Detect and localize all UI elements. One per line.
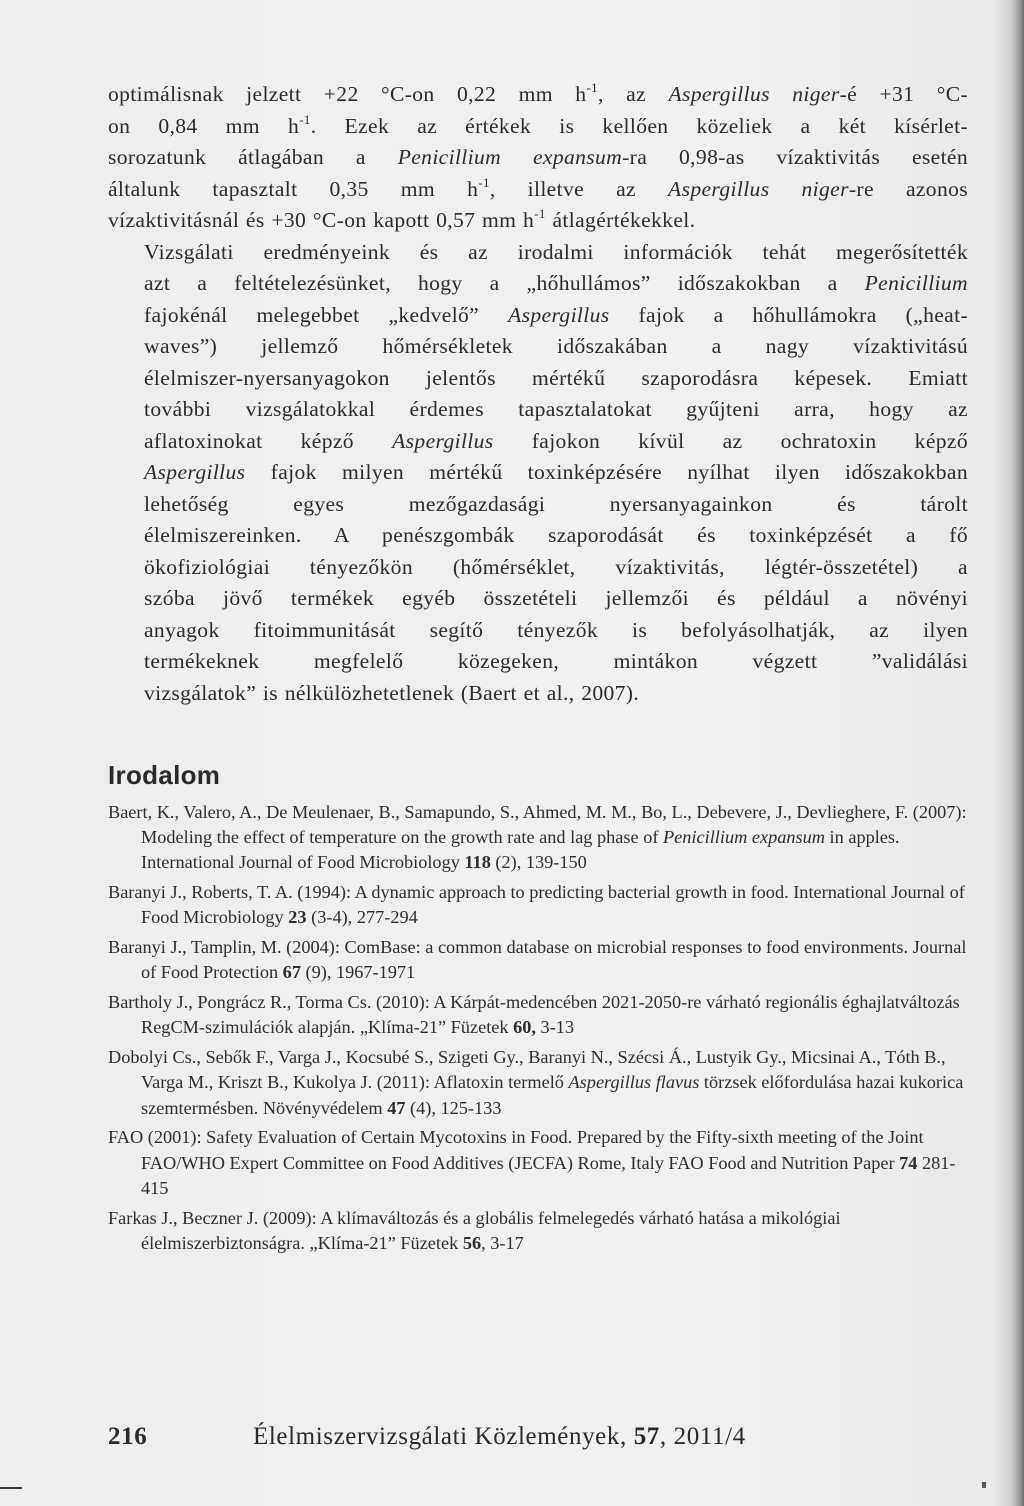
text-line: vizsgálatok” is nélkülözhetetlenek (Baert et al., 2007). bbox=[144, 680, 640, 705]
text-line: sorozatunk átlagában a Penicillium expansum-ra 0,98-as vízaktivitás esetén bbox=[108, 145, 969, 169]
reference-item: Farkas J., Beczner J. (2009): A klímaváltozás és a globális felmelegedés várható hatása a mikológiai élelmiszerbiztonságra. „Klíma-21” Füzetek 56, 3-17 bbox=[108, 1207, 841, 1253]
text-line: további vizsgálatokkal érdemes tapasztalatokat gyűjteni arra, hogy az bbox=[144, 397, 968, 421]
text-line: termékeknek megfelelő közegeken, mintákon végzett ”validálási bbox=[144, 649, 968, 673]
journal-title: Élelmiszervizsgálati Közlemények, 57, 2011/4 bbox=[253, 1423, 746, 1450]
page-number: 216 bbox=[108, 1423, 148, 1450]
reference-item: Bartholy J., Pongrácz R., Torma Cs. (2010): A Kárpát-medencében 2021-2050-re várható regionális éghajlatváltozás RegCM-szimulációk alapján. „Klíma-21” Füzetek 60, 3-13 bbox=[108, 992, 960, 1038]
text-line: optimálisnak jelzett +22 °C-on 0,22 mm $h^{-1}$, az Aspergillus niger-é +31 °C- bbox=[108, 80, 969, 106]
reference-item: Baranyi J., Tamplin, M. (2004): ComBase: a common database on microbial responses to food environments. Journal of Food Protection 67 (9), 1967-1971 bbox=[108, 937, 967, 983]
section-heading: Irodalom bbox=[108, 760, 221, 790]
reference-item: Baranyi J., Roberts, T. A. (1994): A dynamic approach to predicting bacterial growth in food. International Journal of Food Microbiology 23 (3-4), 277-294 bbox=[108, 882, 965, 928]
text-line: általunk tapasztalt 0,35 mm $h^{-1}$, illetve az Aspergillus niger-re azonos bbox=[108, 174, 969, 201]
reference-item: Baert, K., Valero, A., De Meulenaer, B., Samapundo, S., Ahmed, M. M., Bo, L., Debevere, J., Devlieghere, F. (2007): Modeling the effect of temperature on the growth rate and lag phase of Penicillium expansum in apples. International Journal of Food Microbiology 118 (2), 139-150 bbox=[108, 802, 967, 873]
text-line: on 0,84 mm $h^{-1}$. Ezek az értékek is kellően közeliek a két kísérlet- bbox=[108, 111, 968, 138]
reference-item: FAO (2001): Safety Evaluation of Certain Mycotoxins in Food. Prepared by the Fifty-sixth meeting of the Joint FAO/WHO Expert Committee on Food Additives (JECFA) Rome, Italy FAO Food and Nutrition Paper 74 281-415 bbox=[108, 1127, 956, 1198]
crop-mark bbox=[0, 1487, 22, 1489]
text-line: fajokénál melegebbet „kedvelő” Aspergillus fajok a hőhullámokra („heat- bbox=[144, 302, 968, 327]
text-line: élelmiszereinken. A penészgombák szaporodását és toxinképzését a fő bbox=[144, 523, 968, 547]
text-line: szóba jövő termékek egyéb összetételi jellemzői és például a növényi bbox=[144, 586, 968, 610]
text-line: azt a feltételezésünket, hogy a „hőhullámos” időszakokban a Penicillium bbox=[144, 271, 968, 295]
crop-mark bbox=[982, 1482, 986, 1488]
reference-list bbox=[108, 800, 968, 1261]
text-line: anyagok fitoimmunitását segítő tényezők is befolyásolhatják, az ilyen bbox=[144, 617, 968, 642]
page-edge-shadow bbox=[994, 0, 1024, 1506]
paragraph-2 bbox=[108, 237, 968, 710]
text-line: élelmiszer-nyersanyagokon jelentős mértékű szaporodásra képesek. Emiatt bbox=[144, 365, 968, 390]
reference-item: Dobolyi Cs., Sebők F., Varga J., Kocsubé S., Szigeti Gy., Baranyi N., Szécsi Á., Lustyik Gy., Micsinai A., Tóth B., Varga M., Kriszt B., Kukolya J. (2011): Aflatoxin termelő Aspergillus flavus törzsek előfordulása hazai kukorica szemtermésben. Növényvédelem 47 (4), 125-133 bbox=[108, 1047, 964, 1118]
body-text bbox=[108, 79, 968, 709]
paragraph-1 bbox=[108, 79, 968, 237]
text-line: ökofiziológiai tényezőkön (hőmérséklet, vízaktivitás, légtér-összetétel) a bbox=[144, 554, 968, 579]
page-footer bbox=[108, 1423, 968, 1459]
text-line: waves”) jellemző hőmérsékletek időszakában a nagy vízaktivitású bbox=[144, 334, 968, 358]
text-line: vízaktivitásnál és +30 °C-on kapott 0,57 mm $h^{-1}$ átlagértékekkel. bbox=[108, 206, 696, 232]
text-line: Aspergillus fajok milyen mértékű toxinképzésére nyílhat ilyen időszakokban bbox=[144, 460, 968, 484]
text-line: lehetőség egyes mezőgazdasági nyersanyagainkon és tárolt bbox=[144, 491, 968, 516]
text-line: aflatoxinokat képző Aspergillus fajokon kívül az ochratoxin képző bbox=[144, 428, 968, 453]
text-line: Vizsgálati eredményeink és az irodalmi információk tehát megerősítették bbox=[144, 239, 968, 264]
